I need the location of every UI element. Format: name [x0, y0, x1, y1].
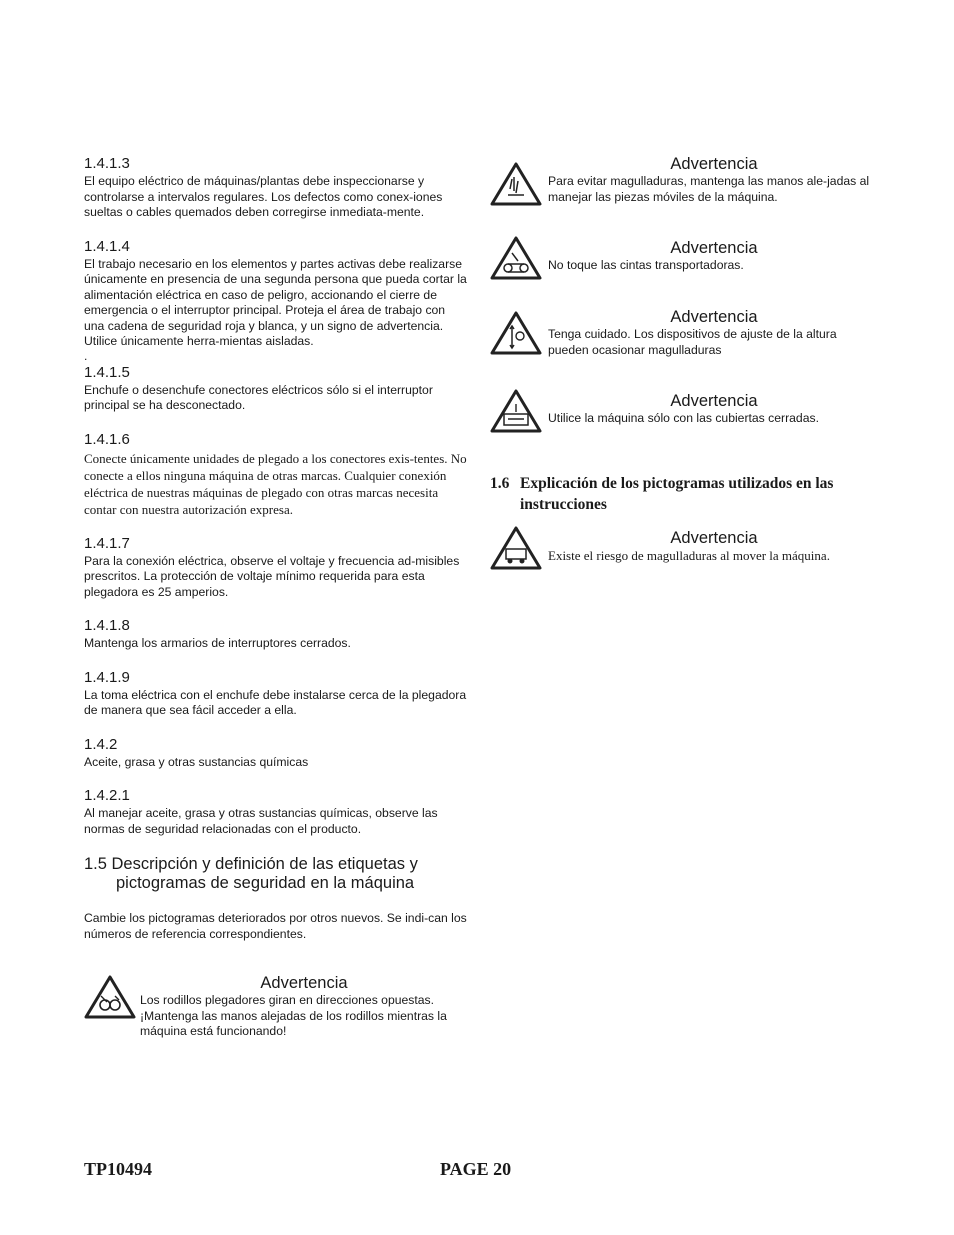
section-1-4-1-8 [84, 617, 468, 652]
heading-1-5-line2: pictogramas de seguridad en la máquina [116, 874, 415, 892]
intro-1-5: Cambie los pictogramas deteriorados por otros nuevos. Se indi-can los números de referencia correspondientes. [84, 911, 467, 941]
section-number: 1.4.1.8 [84, 617, 130, 634]
warning-title: Advertencia [670, 308, 758, 326]
heading-1-6-text: Explicación de los pictogramas utilizados en las instrucciones [520, 475, 834, 513]
section-body: Al manejar aceite, grasa y otras sustancias químicas, observe las normas de seguridad relacionadas con el producto. [84, 806, 438, 836]
warning-title: Advertencia [670, 155, 758, 173]
hand-crush-warning-icon [490, 161, 542, 207]
section-number: 1.4.1.5 [84, 363, 130, 381]
warning-title: Advertencia [670, 239, 758, 257]
warning-text: Para evitar magulladuras, mantenga las manos ale-jadas al manejar las piezas móviles de la máquina. [548, 174, 870, 204]
warning-text: No toque las cintas transportadoras. [548, 258, 744, 272]
conveyor-belt-warning-icon [490, 235, 542, 281]
section-number: 1.4.1.4 [84, 237, 130, 255]
footer-page-number: PAGE 20 [440, 1159, 512, 1179]
section-body: Conecte únicamente unidades de plegado a los conectores exis-tentes. No conecte a ellos ninguna máquina de otras marcas. Cualquier conexión eléctrica de nuestras máquinas de plegado con otras marcas necesita contar con nuestra autorización expresa. [84, 450, 467, 517]
section-number: 1.4.1.7 [84, 534, 130, 552]
left-column [84, 155, 468, 1054]
rollers-warning-icon [84, 974, 136, 1020]
section-body: Mantenga los armarios de interruptores cerrados. [84, 636, 351, 650]
closed-covers-warning-icon [490, 388, 542, 434]
section-1-4-1-9 [84, 669, 468, 719]
warning-text: Utilice la máquina sólo con las cubiertas cerradas. [548, 411, 819, 425]
warning-rollers [84, 974, 468, 1054]
warning-text: Tenga cuidado. Los dispositivos de ajuste de la altura pueden ocasionar magulladuras [548, 327, 837, 357]
height-adjust-warning-icon [490, 310, 542, 356]
warning-moving-machine [490, 529, 880, 589]
section-number: 1.4.1.3 [84, 155, 130, 172]
heading-1-6 [490, 473, 880, 515]
right-column [490, 155, 880, 589]
footer-doc-id: TP10494 [84, 1159, 153, 1179]
section-1-4-1-3 [84, 155, 468, 221]
heading-1-6-number: 1.6 [490, 475, 510, 492]
section-1-4-1-6 [84, 431, 468, 518]
warning-text: Los rodillos plegadores giran en direcciones opuestas. ¡Mantenga las manos alejadas de los rodillos mientras la máquina está funcionando! [140, 993, 447, 1038]
warning-title: Advertencia [670, 529, 758, 547]
section-1-4-2-1 [84, 787, 468, 837]
section-number: 1.4.2 [84, 735, 118, 753]
warning-hand-crush [490, 155, 880, 239]
section-number: 1.4.1.6 [84, 430, 130, 448]
warning-closed-covers [490, 392, 880, 462]
section-body: La toma eléctrica con el enchufe debe instalarse cerca de la plegadora de manera que sea fácil acceder a ella. [84, 687, 467, 717]
section-body: Aceite, grasa y otras sustancias químicas [84, 754, 309, 769]
section-number: 1.4.1.9 [84, 668, 130, 686]
warning-height-adjust [490, 308, 880, 392]
section-body: El trabajo necesario en los elementos y partes activas debe realizarse únicamente en presencia de una segunda persona que pueda cortar la alimentación eléctrica en caso de peligro, accionando el cierre de emergencia o el interruptor principal. Proteja el área de trabajo con una cadena de seguridad roja y blanca, y un signo de advertencia. Utilice únicamente herra-mientas aisladas. [84, 256, 467, 348]
section-body: El equipo eléctrico de máquinas/plantas debe inspeccionarse y controlarse a intervalos regulares. Los defectos como conex-iones sueltas o cables quemados deben corregirse inmediata-mente. [84, 174, 443, 219]
warning-text: Existe el riesgo de magulladuras al mover la máquina. [548, 548, 830, 563]
section-1-4-1-5 [84, 364, 468, 414]
section-1-4-2 [84, 736, 468, 771]
section-number: 1.4.2.1 [84, 787, 130, 804]
warning-title: Advertencia [670, 392, 758, 410]
section-body: Para la conexión eléctrica, observe el voltaje y frecuencia ad-misibles prescritos. La protección de voltaje mínimo requerida para esta plegadora es 25 amperios. [84, 553, 460, 599]
section-1-4-1-4 [84, 238, 468, 350]
stray-dot: . [84, 348, 88, 363]
warning-conveyor [490, 239, 880, 308]
section-body: Enchufe o desenchufe conectores eléctricos sólo si el interruptor principal se ha desconectado. [84, 382, 433, 412]
moving-machine-warning-icon [490, 525, 542, 571]
heading-1-5-line1: 1.5 Descripción y definición de las etiquetas y [84, 855, 418, 873]
section-1-4-1-7 [84, 535, 468, 601]
heading-1-5 [84, 855, 468, 893]
warning-title: Advertencia [260, 974, 348, 992]
